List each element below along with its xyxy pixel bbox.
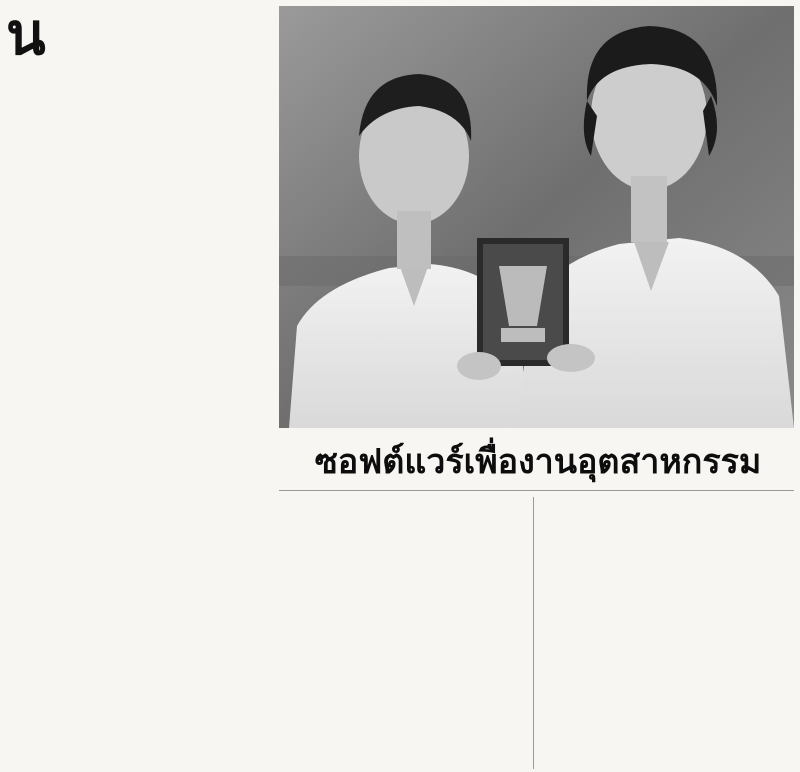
column-divider: [533, 497, 534, 769]
article-headline: ซอฟต์แวร์เพื่องานอุตสาหกรรม: [314, 442, 762, 482]
photo-illustration: [279, 6, 794, 428]
drop-cap: น: [6, 0, 46, 68]
divider: [279, 490, 794, 491]
article-photo: [279, 6, 794, 428]
article-column-left: [6, 0, 276, 68]
